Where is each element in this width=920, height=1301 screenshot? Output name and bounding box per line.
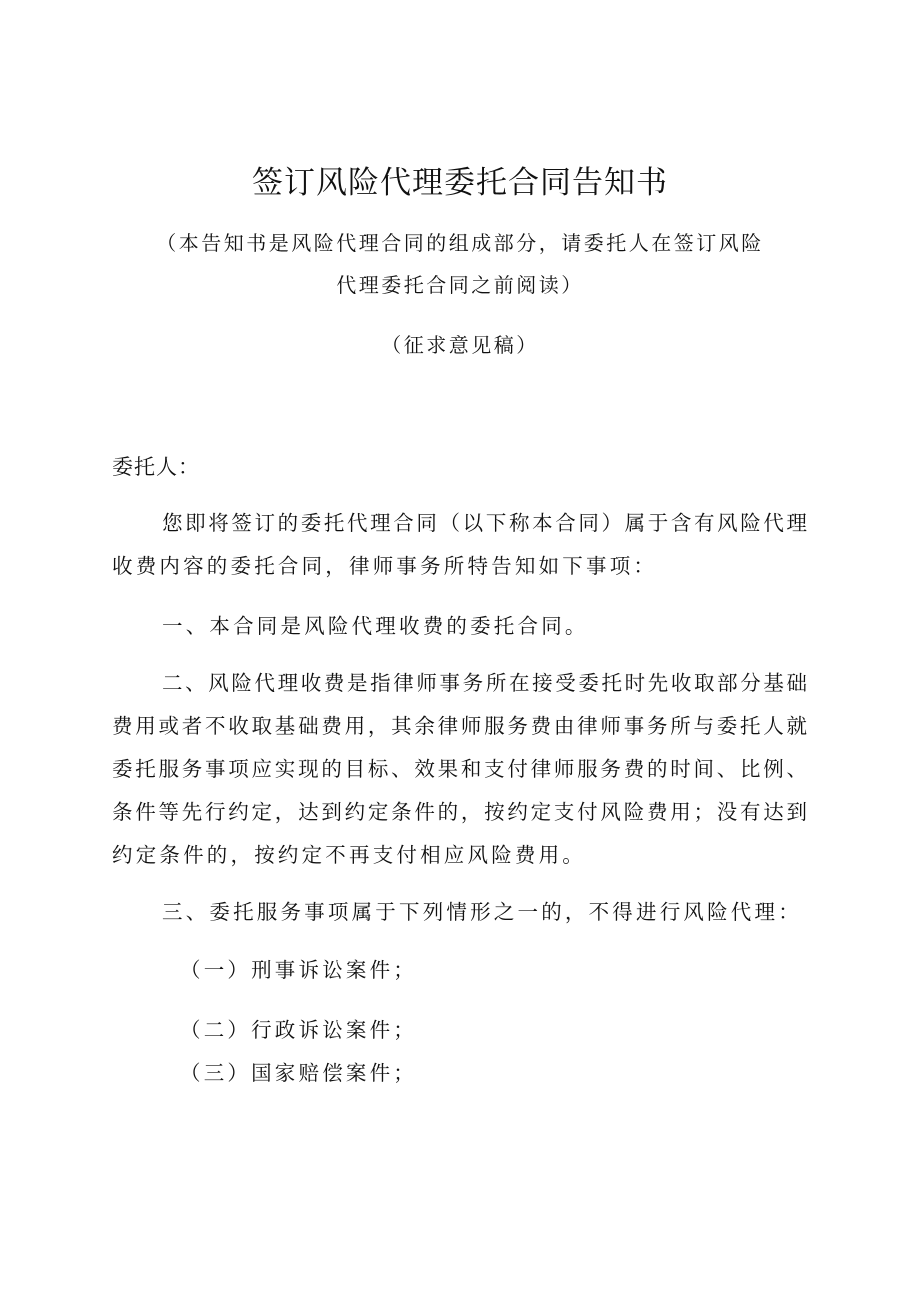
clause-3: 三、委托服务事项属于下列情形之一的，不得进行风险代理：: [162, 900, 802, 924]
list-item: （三）国家赔偿案件；: [180, 1061, 417, 1085]
document-title: 签订风险代理委托合同告知书: [252, 165, 668, 201]
subtitle-line-2: 代理委托合同之前阅读）: [336, 273, 584, 297]
clause-2-line-1: 二、风险代理收费是指律师事务所在接受委托时先收取部分基础: [162, 671, 807, 695]
clause-2-line-3: 委托服务事项应实现的目标、效果和支付律师服务费的时间、比例、: [112, 757, 807, 781]
list-item: （一）刑事诉讼案件；: [180, 958, 417, 982]
clause-2-line-4: 条件等先行约定，达到约定条件的，按约定支付风险费用；没有达到: [112, 800, 807, 824]
draft-label: （征求意见稿）: [381, 333, 539, 357]
clause-1: 一、本合同是风险代理收费的委托合同。: [162, 614, 589, 638]
intro-paragraph-line-1: 您即将签订的委托代理合同（以下称本合同）属于含有风险代理: [162, 511, 807, 535]
intro-paragraph-line-2: 收费内容的委托合同，律师事务所特告知如下事项：: [112, 554, 658, 578]
clause-2-line-5: 约定条件的，按约定不再支付相应风险费用。: [112, 843, 586, 867]
subtitle-line-1: （本告知书是风险代理合同的组成部分，请委托人在签订风险: [156, 231, 764, 255]
clause-2-line-2: 费用或者不收取基础费用，其余律师服务费由律师事务所与委托人就: [112, 714, 807, 738]
list-item: （二）行政诉讼案件；: [180, 1018, 417, 1042]
salutation: 委托人：: [112, 455, 200, 479]
